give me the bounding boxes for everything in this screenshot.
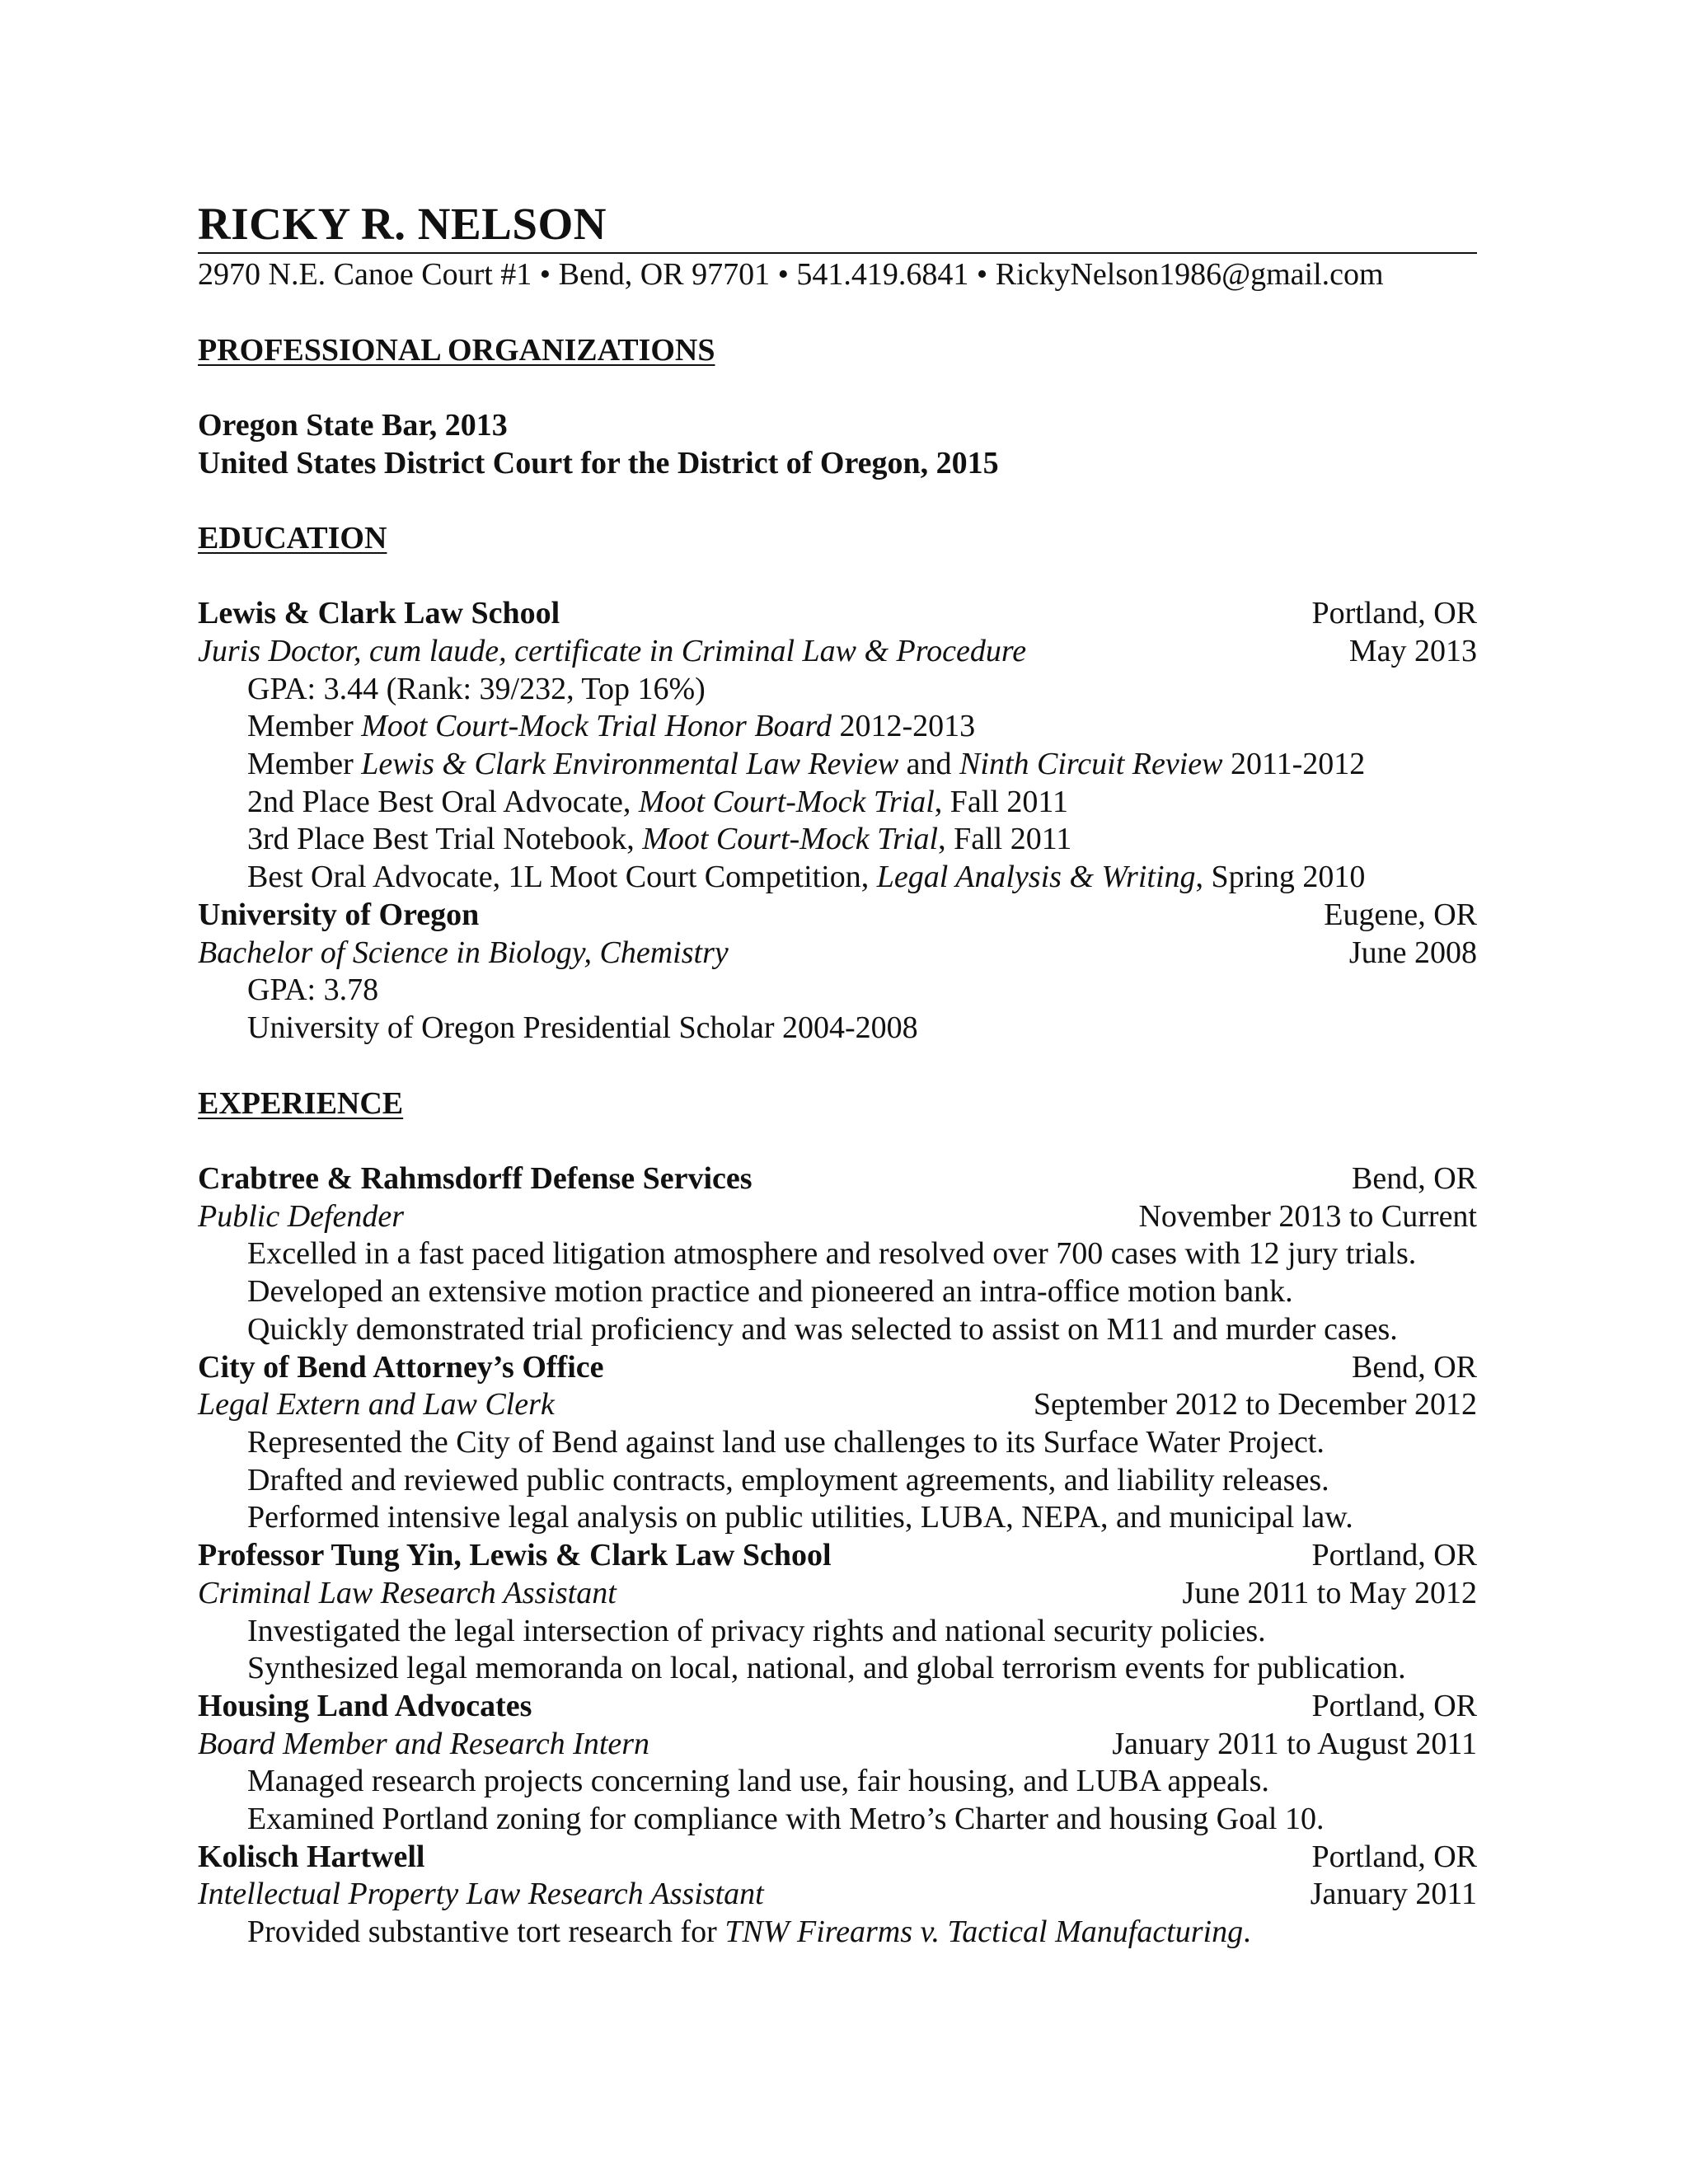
text-segment: Synthesized legal memoranda on local, national, and global terrorism events for publication. [247,1651,1406,1685]
italic-text-segment: Moot Court-Mock Trial Honor Board [361,709,832,743]
text-segment: Drafted and reviewed public contracts, employment agreements, and liability releases. [247,1463,1329,1497]
text-segment: University of Oregon Presidential Scholar 2004-2008 [247,1010,918,1045]
job-dates: January 2011 to August 2011 [1112,1727,1477,1761]
text-segment: Developed an extensive motion practice and pioneered an intra-office motion bank. [247,1274,1293,1309]
text-segment: Performed intensive legal analysis on public utilities, LUBA, NEPA, and municipal law. [247,1500,1353,1535]
education-detail [247,748,1365,780]
education-detail [247,861,1365,893]
text-segment: Represented the City of Bend against land use challenges to its Surface Water Project. [247,1425,1325,1460]
text-segment: Excelled in a fast paced litigation atmosphere and resolved over 700 cases with 12 jury trials. [247,1236,1417,1271]
employer-location: Portland, OR [1311,1689,1477,1723]
institution-name: Lewis & Clark Law School [198,596,560,630]
education-detail [247,1012,918,1043]
text-segment: Member [247,747,362,781]
text-segment: 2nd Place Best Oral Advocate, [247,785,639,819]
experience-detail [247,1502,1353,1533]
employer-name: Housing Land Advocates [198,1689,532,1723]
employer-name: Crabtree & Rahmsdorff Defense Services [198,1161,753,1196]
employer-location: Portland, OR [1311,1840,1477,1874]
job-title: Board Member and Research Intern [198,1727,650,1761]
degree-date: June 2008 [1348,935,1477,970]
job-dates: June 2011 to May 2012 [1182,1576,1477,1610]
text-segment: 2011-2012 [1222,747,1366,781]
institution-location: Portland, OR [1311,596,1477,630]
education-detail [247,786,1068,818]
text-segment: Examined Portland zoning for compliance with Metro’s Charter and housing Goal 10. [247,1802,1325,1836]
organization-item: United States District Court for the District of Oregon, 2015 [198,446,999,480]
text-segment: 2012-2013 [831,709,976,743]
italic-text-segment: TNW Firearms v. Tactical Manufacturing [724,1915,1244,1949]
experience-detail [247,1238,1416,1269]
italic-text-segment: Lewis & Clark Environmental Law Review [361,747,899,781]
employer-location: Bend, OR [1352,1161,1477,1196]
institution-location: Eugene, OR [1324,898,1477,932]
header-rule [198,252,1477,254]
education-detail [247,823,1071,855]
section-heading-professional-organizations: PROFESSIONAL ORGANIZATIONS [198,333,715,368]
degree: Juris Doctor, cum laude, certificate in Criminal Law & Procedure [198,634,1027,668]
employer-name: City of Bend Attorney’s Office [198,1350,604,1385]
experience-detail [247,1615,1266,1647]
job-dates: January 2011 [1310,1877,1477,1911]
text-segment: Best Oral Advocate, 1L Moot Court Competition, [247,860,877,894]
experience-detail [247,1427,1325,1458]
text-segment: and [898,747,960,781]
education-detail [247,673,706,705]
degree-date: May 2013 [1348,634,1477,668]
job-title: Legal Extern and Law Clerk [198,1387,555,1422]
experience-detail [247,1765,1269,1797]
text-segment: , Fall 2011 [938,822,1072,856]
text-segment: , Fall 2011 [934,785,1068,819]
italic-text-segment: Legal Analysis & Writing [876,860,1196,894]
text-segment: Investigated the legal intersection of privacy rights and national security policies. [247,1614,1266,1648]
job-title: Intellectual Property Law Research Assistant [198,1877,764,1911]
education-detail [247,710,975,742]
text-segment: Managed research projects concerning land use, fair housing, and LUBA appeals. [247,1764,1269,1798]
experience-detail [247,1652,1406,1684]
contact-line: 2970 N.E. Canoe Court #1 • Bend, OR 97701 • 541.419.6841 • RickyNelson1986@gmail.com [198,257,1384,292]
employer-location: Portland, OR [1311,1538,1477,1572]
job-title: Criminal Law Research Assistant [198,1576,617,1610]
section-heading-education: EDUCATION [198,521,387,555]
education-detail [247,974,378,1005]
italic-text-segment: Moot Court-Mock Trial [642,822,939,856]
organization-item: Oregon State Bar, 2013 [198,408,508,443]
text-segment: . [1243,1915,1251,1949]
job-dates: September 2012 to December 2012 [1033,1387,1477,1422]
text-segment: Provided substantive tort research for [247,1915,725,1949]
employer-location: Bend, OR [1352,1350,1477,1385]
candidate-name: RICKY R. NELSON [198,199,607,249]
italic-text-segment: Ninth Circuit Review [959,747,1223,781]
section-heading-experience: EXPERIENCE [198,1086,404,1121]
text-segment: GPA: 3.44 (Rank: 39/232, Top 16%) [247,672,706,706]
job-dates: November 2013 to Current [1138,1199,1477,1234]
text-segment: Quickly demonstrated trial proficiency and was selected to assist on M11 and murder cases. [247,1312,1398,1347]
text-segment: , Spring 2010 [1195,860,1366,894]
italic-text-segment: Moot Court-Mock Trial [638,785,935,819]
text-segment: 3rd Place Best Trial Notebook, [247,822,643,856]
experience-detail [247,1314,1398,1345]
employer-name: Kolisch Hartwell [198,1840,425,1874]
job-title: Public Defender [198,1199,405,1234]
experience-detail [247,1276,1293,1307]
text-segment: Member [247,709,362,743]
institution-name: University of Oregon [198,898,480,932]
experience-detail [247,1465,1329,1496]
experience-detail [247,1803,1325,1835]
experience-detail [247,1916,1251,1947]
degree: Bachelor of Science in Biology, Chemistry [198,935,729,970]
text-segment: GPA: 3.78 [247,972,379,1007]
employer-name: Professor Tung Yin, Lewis & Clark Law School [198,1538,832,1572]
